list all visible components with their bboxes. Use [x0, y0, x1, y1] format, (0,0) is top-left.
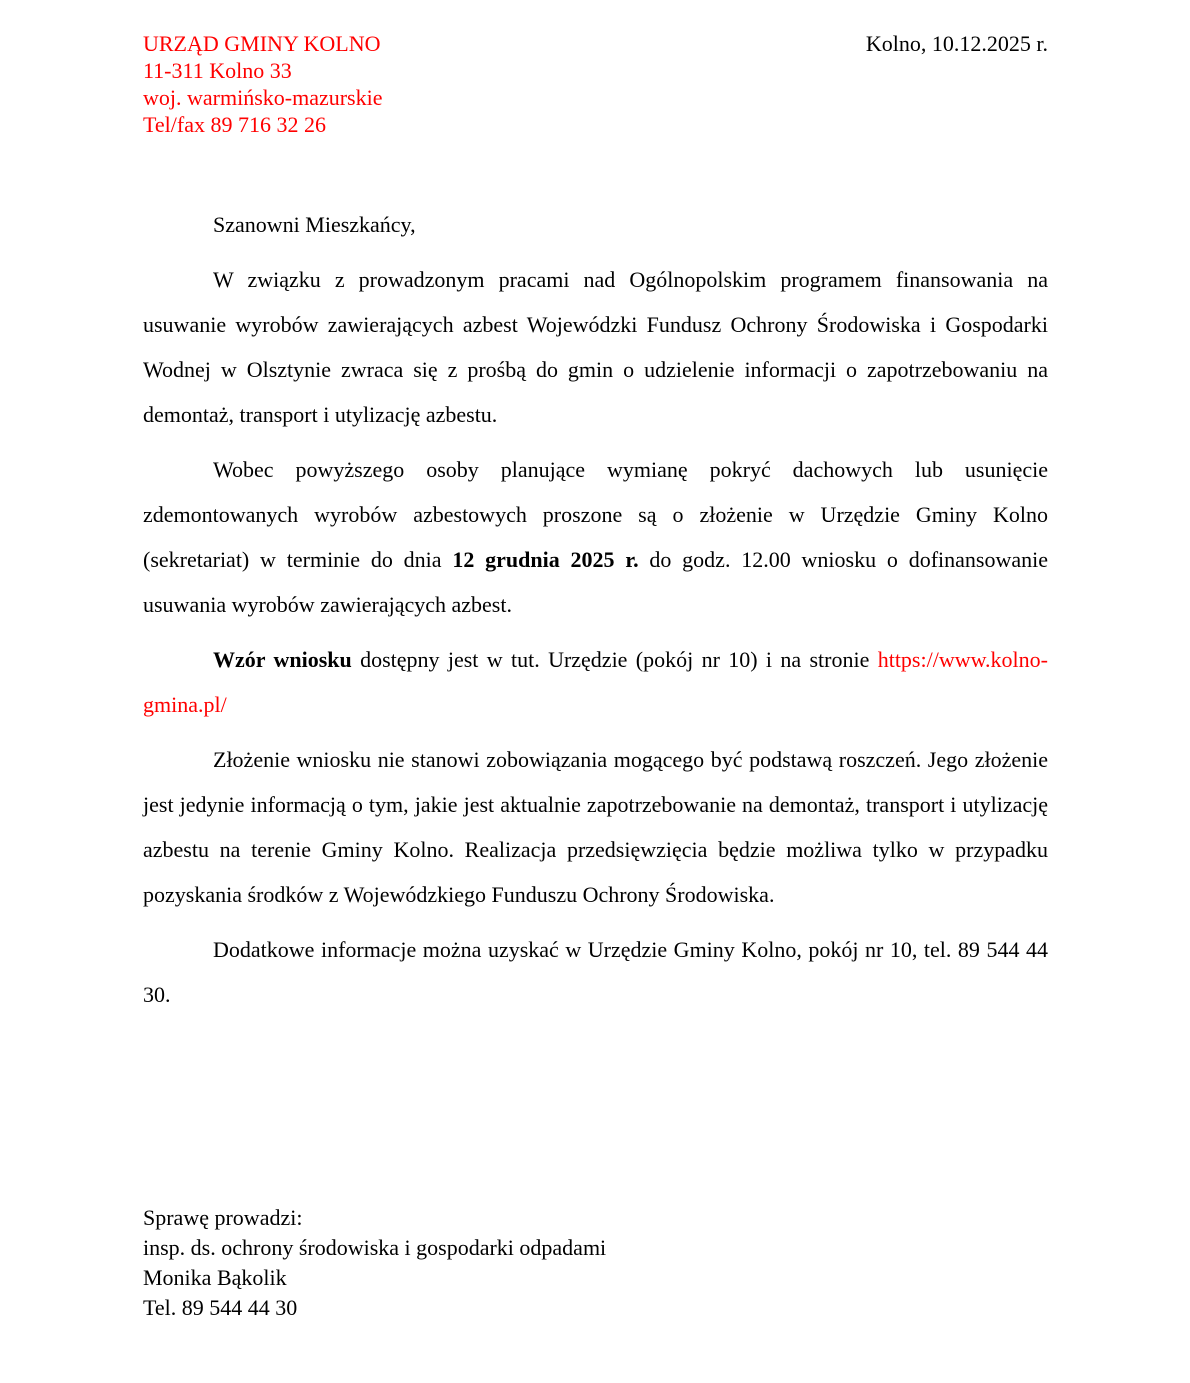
paragraph-disclaimer-text: Złożenie wniosku nie stanowi zobowiązania mogącego być podstawą roszczeń. Jego złożenie jest jedynie informacją o tym, jakie jest aktualnie zapotrzebowanie na demontaż, transport i utylizację azbestu na terenie Gminy Kolno. Realizacja przedsięwzięcia będzie możliwa tylko w przypadku pozyskania środków z Wojewódzkiego Funduszu Ochrony Środowiska. [143, 747, 1048, 907]
paragraph-additional-info-text: Dodatkowe informacje można uzyskać w Urzędzie Gminy Kolno, pokój nr 10, tel. 89 544 44 30. [143, 937, 1048, 1007]
paragraph-program-info-text: W związku z prowadzonym pracami nad Ogólnopolskim programem finansowania na usuwanie wyrobów zawierających azbest Wojewódzki Fundusz Ochrony Środowiska i Gospodarki Wodnej w Olsztynie zwraca się z prośbą do gmin o udzielenie informacji o zapotrzebowaniu na demontaż, transport i utylizację azbestu. [143, 267, 1048, 427]
application-form-bold: Wzór wniosku [213, 647, 352, 672]
paragraph-deadline-text-pre: Wobec powyższego osoby planujące wymianę pokryć dachowych lub usunięcie zdemontowanych wyrobów azbestowych proszone są o złożenie w Urzędzie Gminy Kolno (sekretariat) w terminie do dnia [143, 457, 1048, 572]
paragraph-program-info [143, 257, 1048, 437]
letterhead-region: woj. warmińsko-mazurskie [143, 85, 383, 110]
letter-header [143, 30, 1048, 138]
paragraph-disclaimer [143, 737, 1048, 917]
case-handler-label: Sprawę prowadzi: [143, 1205, 303, 1230]
paragraph-deadline [143, 447, 1048, 627]
case-handler-name: Monika Bąkolik [143, 1265, 287, 1290]
signature-block [143, 1203, 1048, 1323]
website-link[interactable]: https://www.kolno-gmina.pl/ [143, 647, 1048, 717]
deadline-date-bold: 12 grudnia 2025 r. [452, 547, 639, 572]
salutation: Szanowni Mieszkańcy, [213, 212, 416, 237]
letterhead-address: 11-311 Kolno 33 [143, 58, 292, 83]
paragraph-additional-info [143, 927, 1048, 1017]
case-handler-phone: Tel. 89 544 44 30 [143, 1295, 298, 1320]
letter-body [143, 202, 1048, 1017]
paragraph-application-form [143, 637, 1048, 727]
letterhead [143, 30, 383, 138]
letter-date: Kolno, 10.12.2025 r. [865, 31, 1048, 56]
paragraph-application-form-text: dostępny jest w tut. Urzędzie (pokój nr 10) i na stronie [351, 647, 878, 672]
case-handler-position: insp. ds. ochrony środowiska i gospodarki odpadami [143, 1235, 607, 1260]
letterhead-org-name: URZĄD GMINY KOLNO [143, 31, 381, 56]
paragraph-deadline-text-post: do godz. 12.00 wniosku o dofinansowanie usuwania wyrobów zawierających azbest. [143, 547, 1048, 617]
letterhead-telfax: Tel/fax 89 716 32 26 [143, 112, 326, 137]
